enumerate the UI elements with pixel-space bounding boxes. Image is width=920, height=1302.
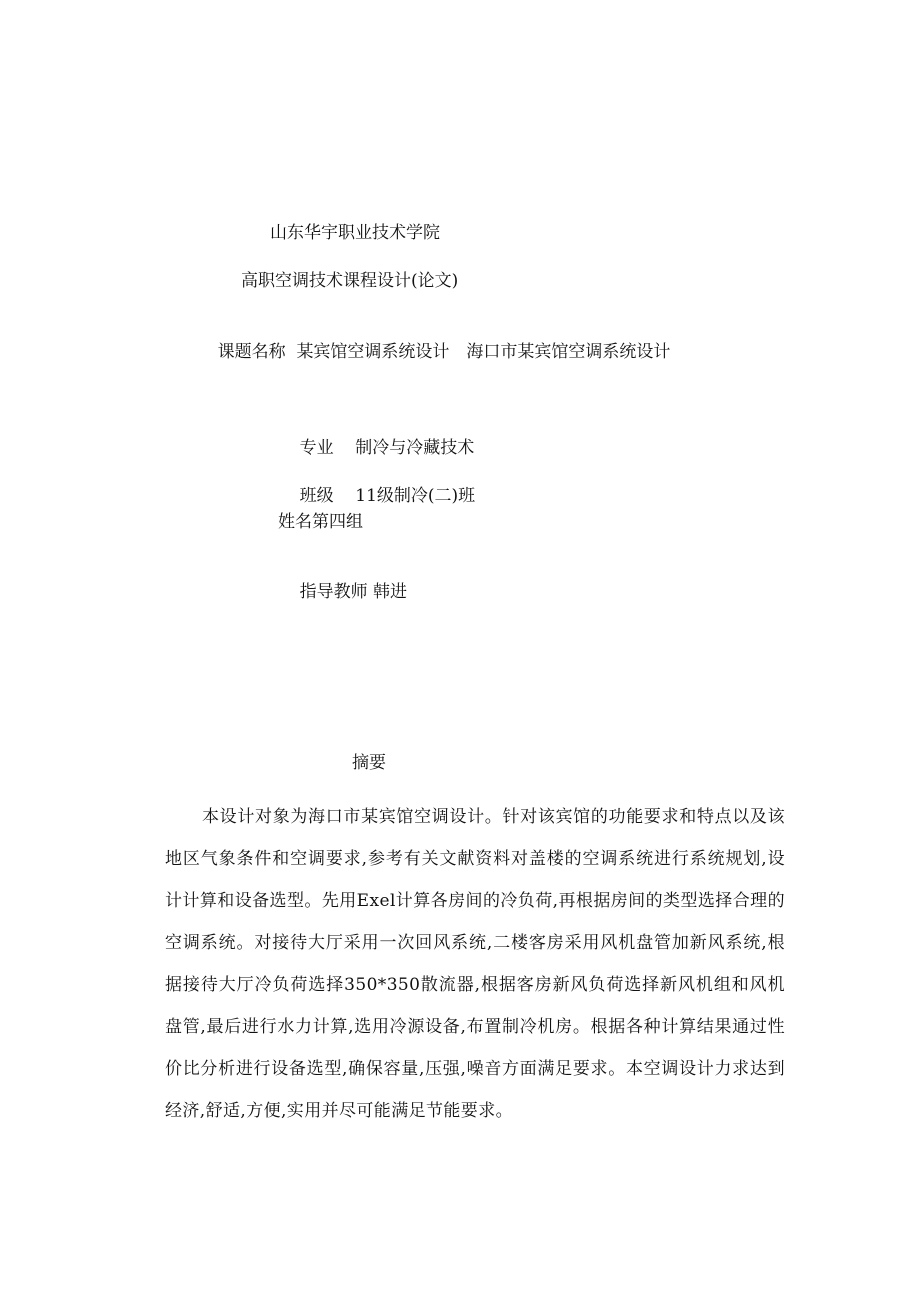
class-value: 11级制冷(二)班 <box>355 486 476 506</box>
abstract-body: 本设计对象为海口市某宾馆空调设计。针对该宾馆的功能要求和特点以及该地区气象条件和空调要求,参考有关文献资料对盖楼的空调系统进行系统规划,设计计算和设备选型。先用Exel计算各房间的冷负荷,再根据房间的类型选择合理的空调系统。对接待大厅采用一次回风系统,二楼客房采用风机盘管加新风系统,根据接待大厅冷负荷选择350*350散流器,根据客房新风负荷选择新风机组和风机盘管,最后进行水力计算,选用冷源设备,布置制冷机房。根据各种计算结果通过性价比分析进行设备选型,确保容量,压强,噪音方面满足要求。本空调设计力求达到经济,舒适,方便,实用并尽可能满足节能要求。 <box>165 807 785 1121</box>
document-type: 高职空调技术课程设计(论文) <box>241 271 459 291</box>
advisor-row <box>278 559 407 625</box>
topic-label: 课题名称 <box>217 342 286 362</box>
group-name: 姓名第四组 <box>278 512 363 532</box>
topic-row <box>196 319 670 385</box>
class-label: 班级 <box>299 486 334 506</box>
major-label: 专业 <box>299 438 334 458</box>
school-name: 山东华宇职业技术学院 <box>270 223 440 243</box>
abstract-heading: 摘要 <box>352 753 386 773</box>
advisor-value: 韩进 <box>373 582 408 602</box>
major-value: 制冷与冷藏技术 <box>355 438 475 458</box>
advisor-label: 指导教师 <box>299 582 368 602</box>
topic-value: 某宾馆空调系统设计 海口市某宾馆空调系统设计 <box>296 342 671 362</box>
